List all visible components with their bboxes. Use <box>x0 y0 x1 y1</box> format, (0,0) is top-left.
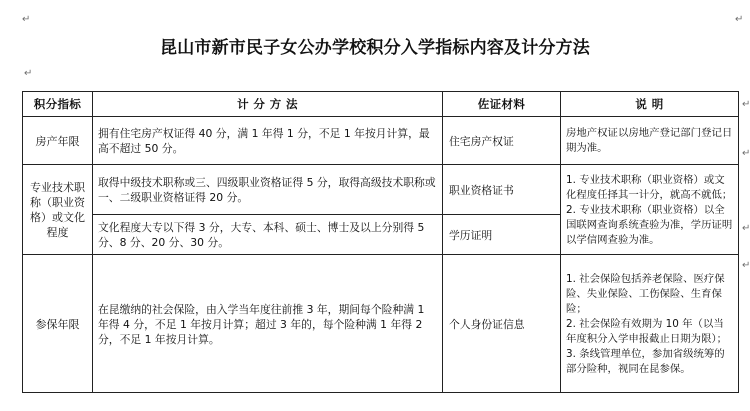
material-text: 职业资格证书 <box>449 183 514 197</box>
material-cell <box>443 165 561 215</box>
note-text: 1. 专业技术职称（职业资格）或文化程度任择其一计分，就高不就低； 2. 专业技术职称（职业资格）以全国联网查询系统查验为准，学历证明以学信网查验为准。 <box>566 173 733 246</box>
material-cell <box>443 255 561 393</box>
header-material: 佐证材料 <box>443 92 561 117</box>
note-cell <box>561 255 739 393</box>
material-cell <box>443 215 561 255</box>
table-row-qualification <box>23 165 739 215</box>
table-row-insurance-years <box>23 255 739 393</box>
material-text: 住宅房产权证 <box>449 134 514 148</box>
method-cell <box>93 215 443 255</box>
table-row-property-years <box>23 117 739 165</box>
indicator-cell <box>23 117 93 165</box>
header-indicator: 积分指标 <box>23 92 93 117</box>
method-cell <box>93 255 443 393</box>
points-table <box>22 91 739 393</box>
method-cell <box>93 165 443 215</box>
indicator-text: 房产年限 <box>35 134 80 148</box>
method-text: 文化程度大专以下得 3 分，大专、本科、硕士、博士及以上分别得 5 分、8 分、20 分、30 分。 <box>98 221 425 249</box>
indicator-text: 参保年限 <box>35 317 80 331</box>
material-text: 学历证明 <box>449 228 493 242</box>
method-text: 拥有住宅房产权证得 40 分，满 1 年得 1 分，不足 1 年按月计算，最高不超过 50 分。 <box>98 127 430 155</box>
method-text: 取得中级技术职称或三、四级职业资格证得 5 分，取得高级技术职称或一、二级职业资格证得 20 分。 <box>98 176 436 204</box>
header-method: 计 分 方 法 <box>93 92 443 117</box>
table-header-row <box>23 92 739 117</box>
indicator-text: 专业技术职称（职业资格）或文化程度 <box>30 181 85 239</box>
material-cell <box>443 117 561 165</box>
cell-end-mark-4: ↵ <box>742 260 750 271</box>
material-text: 个人身份证信息 <box>449 317 525 331</box>
note-cell <box>561 117 739 165</box>
method-cell <box>93 117 443 165</box>
indicator-cell <box>23 255 93 393</box>
document-title: 昆山市新市民子女公办学校积分入学指标内容及计分方法 <box>160 38 590 58</box>
paragraph-mark-top-right: ↵ <box>735 14 744 25</box>
note-text: 房地产权证以房地产登记部门登记日期为准。 <box>566 127 733 154</box>
note-text: 1. 社会保险包括养老保险、医疗保险、失业保险、工伤保险、生育保险； 2. 社会保险有效期为 10 年（以当年度积分入学申报截止日期为限）； 3. 条线管理单位，参加省级统筹的部分险种，视同在昆参保。 <box>566 272 728 375</box>
note-cell <box>561 165 739 255</box>
paragraph-mark-below-title: ↵ <box>24 68 33 79</box>
method-text: 在昆缴纳的社会保险，由入学当年度往前推 3 年，期间每个险种满 1 年得 4 分，不足 1 年按月计算；超过 3 年的，每个险种满 1 年得 2 分，不足 1 年按月计算。 <box>98 302 425 346</box>
cell-end-mark-1: ↵ <box>742 99 750 110</box>
header-note: 说 明 <box>561 92 739 117</box>
paragraph-mark-top-left: ↵ <box>22 14 31 25</box>
cell-end-mark-2: ↵ <box>742 148 750 159</box>
indicator-cell <box>23 165 93 255</box>
cell-end-mark-3: ↵ <box>742 223 750 234</box>
